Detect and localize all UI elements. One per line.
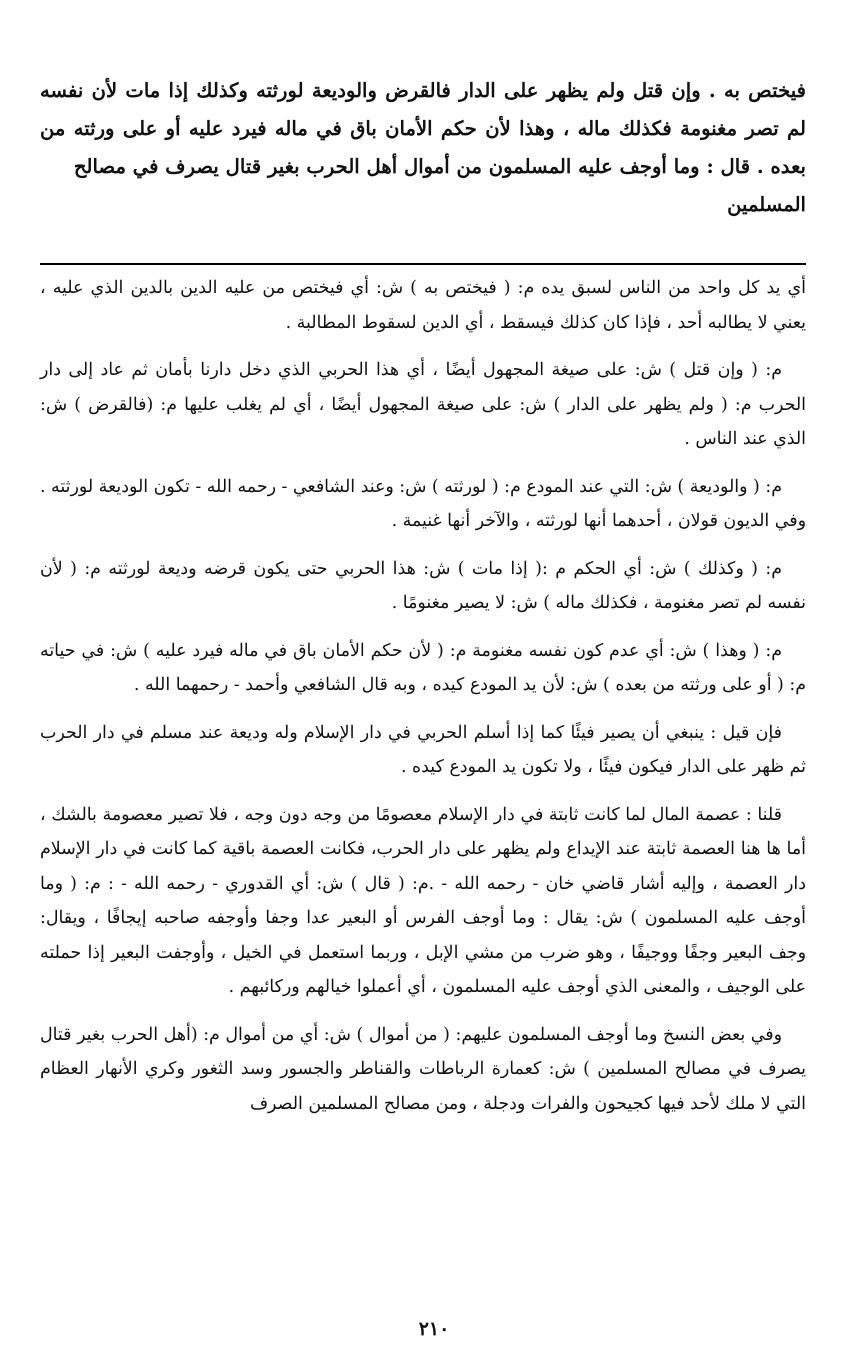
commentary-paragraph: قلنا : عصمة المال لما كانت ثابتة في دار الإسلام معصومًا من وجه دون وجه ، فلا تصير معصومة بالشك ، أما ها هنا العصمة ثابتة عند الإيداع ولم يظهر على دار الحرب، فكانت العصمة باقية كما كانت في دار الإسلام دار العصمة ، وإليه أشار قاضي خان - رحمه الله - .م: ( قال ) ش: أي القدوري - رحمه الله - : م: ( وما أوجف عليه المسلمون ) ش: يقال : وما أوجف الفرس أو البعير عدا وجفا وأوجفه صاحبه إيجافًا ، ويقال: وجف البعير وجفًا ووجيفًا ، وهو ضرب من مشي الإبل ، وربما استعمل في الخيل ، وأوجفت البعير إذا حملته على الوجيف ، والمعنى الذي أوجف عليه المسلمون ، أي أعملوا خيالهم وركائبهم . (40, 804, 806, 997)
commentary-paragraph: أي يد كل واحد من الناس لسبق يده م: ( فيختص به ) ش: أي فيختص من عليه الدين بالدين الذي عليه ، يعني لا يطالبه أحد ، فإذا كان كذلك فيسقط ، أي الدين لسقوط المطالبة . (40, 278, 806, 333)
footnote-divider (40, 263, 806, 265)
page-number: ٢١٠ (418, 1318, 450, 1340)
commentary-paragraph: م: ( وإن قتل ) ش: على صيغة المجهول أيضًا ، أي هذا الحربي الذي دخل دارنا بأمان ثم عاد إلى دار الحرب م: ( ولم يظهر على الدار ) ش: على صيغة المجهول أيضًا ، أي لم يغلب عليها م: (فالقرض ) ش: الذي عند الناس . (40, 360, 806, 449)
commentary-paragraph: فإن قيل : ينبغي أن يصير فيئًا كما إذا أسلم الحربي في دار الإسلام وله وديعة عند مسلم في دار الحرب ثم ظهر على الدار فيكون فيئًا ، ولا تكون يد المودع كيده . (40, 722, 806, 777)
main-text-body: فيختص به . وإن قتل ولم يظهر على الدار فالقرض والوديعة لورثته وكذلك إذا مات لأن نفسه لم تصر مغنومة فكذلك ماله ، وهذا لأن حكم الأمان باق في ماله فيرد عليه أو على ورثته من بعده . قال : وما أوجف عليه المسلمون من أموال أهل الحرب بغير قتال يصرف في مصالح (40, 79, 806, 178)
commentary-paragraph: وفي بعض النسخ وما أوجف المسلمون عليهم: ( من أموال ) ش: أي من أموال م: (أهل الحرب بغير قتال يصرف في مصالح المسلمين ) ش: كعمارة الرباطات والقناطر والجسور وسد الثغور وكري الأنهار العظام التي لا ملك لأحد فيها كجيحون والفرات ودجلة ، ومن مصالح المسلمين الصرف (40, 1024, 806, 1114)
commentary-paragraph: م: ( وهذا ) ش: أي عدم كون نفسه مغنومة م: ( لأن حكم الأمان باق في ماله فيرد عليه ) ش: في حياته م: ( أو على ورثته من بعده ) ش: لأن يد المودع كيده ، وبه قال الشافعي وأحمد - رحمهما الله . (40, 640, 806, 695)
commentary-paragraph: م: ( والوديعة ) ش: التي عند المودع م: ( لورثته ) ش: وعند الشافعي - رحمه الله - تكون الوديعة لورثته . وفي الديون قولان ، أحدهما أنها لورثته ، والآخر أنها غنيمة . (39, 476, 806, 531)
main-text-block (40, 72, 806, 224)
commentary-paragraph: م: ( وكذلك ) ش: أي الحكم م :( إذا مات ) ش: هذا الحربي حتى يكون قرضه وديعة لورثته م: ( لأن نفسه لم تصر مغنومة ، فكذلك ماله ) ش: لا يصير مغنومًا . (40, 558, 806, 613)
main-text-last-line: المسلمين (727, 193, 806, 216)
commentary-block (40, 271, 806, 1121)
